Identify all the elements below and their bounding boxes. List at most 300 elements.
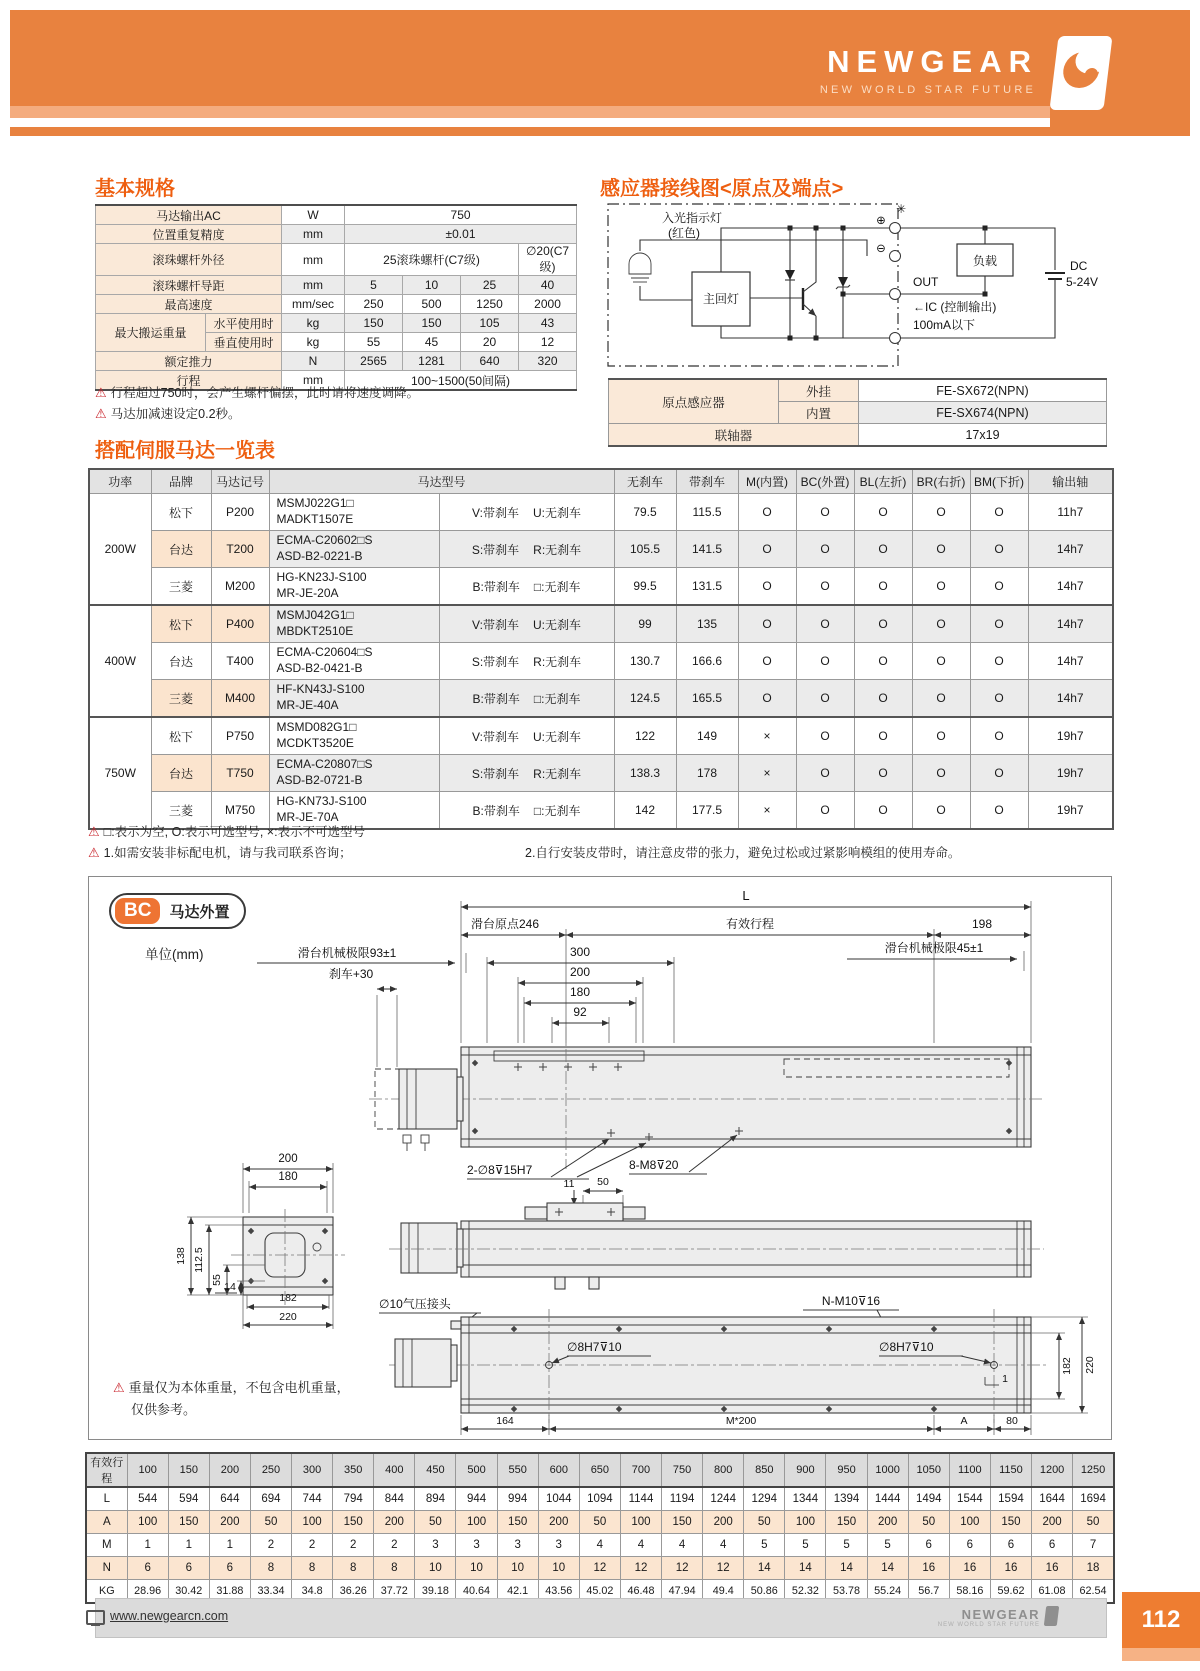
basic-specs-table bbox=[95, 204, 577, 391]
motor-model: HG-KN73J-S100 MR-JE-70A bbox=[269, 792, 439, 830]
stroke-cell: 45.02 bbox=[579, 1580, 620, 1604]
stroke-cell: 49.4 bbox=[703, 1580, 744, 1604]
weight-note-1: ⚠ 重量仅为本体重量，不包含电机重量， bbox=[113, 1380, 350, 1395]
spec-label: 滚珠螺杆外径 bbox=[96, 244, 282, 276]
motor-no-brake: 105.5 bbox=[614, 531, 676, 568]
motor-option-mark: O bbox=[796, 531, 854, 568]
stroke-cell: 994 bbox=[497, 1487, 538, 1511]
stroke-cell: 12 bbox=[579, 1557, 620, 1580]
motor-option-mark: O bbox=[854, 717, 912, 755]
warning-icon: ⚠ bbox=[95, 385, 107, 400]
stroke-cell: 10 bbox=[456, 1557, 497, 1580]
coupling-label: 联轴器 bbox=[609, 424, 859, 447]
dim-200: 200 bbox=[569, 965, 591, 979]
stroke-cell: 1 bbox=[209, 1534, 250, 1557]
stroke-cell: 42.1 bbox=[497, 1580, 538, 1604]
stroke-value-header: 550 bbox=[497, 1453, 538, 1487]
stroke-value-header: 150 bbox=[168, 1453, 209, 1487]
label-dc: DC bbox=[1070, 259, 1088, 273]
motor-option-mark: O bbox=[912, 494, 970, 531]
motor-option-mark: O bbox=[912, 605, 970, 643]
motor-option-mark: O bbox=[796, 755, 854, 792]
stroke-cell: 12 bbox=[703, 1557, 744, 1580]
sensor-row-label: 原点感应器 bbox=[609, 379, 779, 424]
warning-icon: ⚠ bbox=[88, 845, 100, 860]
dim-end-112-5: 112.5 bbox=[193, 1247, 205, 1273]
col-with-brake: 带刹车 bbox=[676, 469, 738, 494]
brand-tagline: NEW WORLD STAR FUTURE bbox=[819, 84, 1036, 96]
stroke-cell: 200 bbox=[374, 1511, 415, 1534]
stroke-cell: 594 bbox=[168, 1487, 209, 1511]
callout-air-fitting: ∅10气压接头 bbox=[379, 1297, 451, 1311]
spec-value: 40 bbox=[519, 276, 577, 295]
stroke-cell: 5 bbox=[867, 1534, 908, 1557]
motor-note-legend: ⚠ □:表示为空, O:表示可选型号, ×:表示不可选型号 bbox=[88, 824, 366, 839]
weight-note-2: 仅供参考。 bbox=[131, 1402, 197, 1417]
motor-option-mark: O bbox=[854, 643, 912, 680]
footer-brand-mark-icon bbox=[1044, 1606, 1059, 1626]
motor-option-mark: O bbox=[738, 494, 796, 531]
stroke-cell: 1644 bbox=[1032, 1487, 1073, 1511]
spec-label: 滚珠螺杆导距 bbox=[96, 276, 282, 295]
technical-drawing bbox=[89, 877, 1111, 1439]
sensor-wiring-diagram bbox=[600, 198, 1110, 374]
basic-specs-title: 基本规格 bbox=[95, 178, 175, 200]
stroke-cell: 100 bbox=[292, 1511, 333, 1534]
stroke-cell: 6 bbox=[1032, 1534, 1073, 1557]
dim-effective-stroke: 有效行程 bbox=[725, 917, 775, 931]
stroke-cell: 50 bbox=[908, 1511, 949, 1534]
spec-value: 2565 bbox=[345, 352, 403, 371]
motor-power: 400W bbox=[89, 605, 151, 717]
motor-option-mark: O bbox=[970, 680, 1028, 718]
stroke-cell: 744 bbox=[292, 1487, 333, 1511]
motor-option-mark: O bbox=[796, 680, 854, 718]
motor-option-mark: O bbox=[738, 568, 796, 606]
stroke-cell: 150 bbox=[662, 1511, 703, 1534]
motor-brake-codes: V:带刹车 U:无刹车 bbox=[439, 605, 614, 643]
dim-end-182: 182 bbox=[279, 1292, 297, 1304]
spec-value: 12 bbox=[519, 333, 577, 352]
col-m-built-in: M(内置) bbox=[738, 469, 796, 494]
motor-shaft: 19h7 bbox=[1028, 717, 1113, 755]
stroke-value-header: 100 bbox=[127, 1453, 168, 1487]
spec-value: 320 bbox=[519, 352, 577, 371]
stroke-cell: 14 bbox=[785, 1557, 826, 1580]
motor-option-mark: O bbox=[854, 605, 912, 643]
spec-unit: kg bbox=[282, 333, 345, 352]
stroke-value-header: 1150 bbox=[990, 1453, 1031, 1487]
label-main-circuit: 主回灯 bbox=[702, 292, 740, 306]
stroke-cell: 4 bbox=[703, 1534, 744, 1557]
col-model: 马达型号 bbox=[269, 469, 614, 494]
motor-option-mark: O bbox=[738, 531, 796, 568]
motor-with-brake: 166.6 bbox=[676, 643, 738, 680]
motor-option-mark: O bbox=[970, 717, 1028, 755]
motor-shaft: 11h7 bbox=[1028, 494, 1113, 531]
stroke-cell: 1294 bbox=[744, 1487, 785, 1511]
motor-model: ECMA-C20807□S ASD-B2-0721-B bbox=[269, 755, 439, 792]
dim-L: L bbox=[742, 888, 750, 903]
motor-no-brake: 79.5 bbox=[614, 494, 676, 531]
stroke-cell: 16 bbox=[949, 1557, 990, 1580]
motor-shaft: 14h7 bbox=[1028, 531, 1113, 568]
stroke-cell: 5 bbox=[744, 1534, 785, 1557]
motor-shaft: 14h7 bbox=[1028, 680, 1113, 718]
spec-value: 45 bbox=[403, 333, 461, 352]
dim-end-200: 200 bbox=[278, 1153, 298, 1165]
motor-shaft: 19h7 bbox=[1028, 755, 1113, 792]
stroke-cell: 944 bbox=[456, 1487, 497, 1511]
banner-stripe-light bbox=[10, 106, 1050, 118]
stroke-cell: 3 bbox=[415, 1534, 456, 1557]
stroke-cell: 12 bbox=[662, 1557, 703, 1580]
stroke-value-header: 1050 bbox=[908, 1453, 949, 1487]
label-indicator-color: (红色) bbox=[668, 226, 700, 240]
motor-option-mark: O bbox=[912, 717, 970, 755]
stroke-cell: 200 bbox=[209, 1511, 250, 1534]
stroke-cell: 3 bbox=[538, 1534, 579, 1557]
motor-brake-codes: B:带刹车 □:无刹车 bbox=[439, 568, 614, 606]
stroke-cell: 1344 bbox=[785, 1487, 826, 1511]
terminal-minus-symbol: ⊖ bbox=[876, 243, 886, 255]
terminal-star-symbol: ✳ bbox=[895, 202, 907, 216]
callout-dowel-holes: 2-∅8⊽15H7 bbox=[467, 1163, 533, 1177]
stroke-value-header: 350 bbox=[333, 1453, 374, 1487]
label-dc-voltage: 5-24V bbox=[1066, 275, 1099, 289]
motor-power: 750W bbox=[89, 717, 151, 829]
motor-option-mark: O bbox=[912, 568, 970, 606]
motor-option-mark: O bbox=[912, 643, 970, 680]
mount-type-badge bbox=[109, 893, 246, 929]
dim-164: 164 bbox=[496, 1415, 514, 1427]
stroke-cell: 2 bbox=[374, 1534, 415, 1557]
label-load: 负载 bbox=[972, 254, 998, 268]
stroke-value-header: 650 bbox=[579, 1453, 620, 1487]
motor-shaft: 19h7 bbox=[1028, 792, 1113, 830]
stroke-cell: 150 bbox=[826, 1511, 867, 1534]
callout-m8-holes: 8-M8⊽20 bbox=[629, 1158, 679, 1172]
motor-brake-codes: S:带刹车 R:无刹车 bbox=[439, 531, 614, 568]
stroke-cell: 8 bbox=[250, 1557, 291, 1580]
stroke-cell: 28.96 bbox=[127, 1580, 168, 1604]
motor-brand: 三菱 bbox=[151, 792, 211, 830]
motor-model: MSMJ042G1□ MBDKT2510E bbox=[269, 605, 439, 643]
motor-option-mark: O bbox=[854, 680, 912, 718]
stroke-cell: 16 bbox=[1032, 1557, 1073, 1580]
motor-option-mark: O bbox=[854, 755, 912, 792]
motor-with-brake: 177.5 bbox=[676, 792, 738, 830]
motor-option-mark: O bbox=[854, 494, 912, 531]
motor-brake-codes: V:带刹车 U:无刹车 bbox=[439, 494, 614, 531]
stroke-value-header: 800 bbox=[703, 1453, 744, 1487]
dim-bottom-182: 182 bbox=[1061, 1357, 1073, 1375]
stroke-cell: 47.94 bbox=[662, 1580, 703, 1604]
motor-no-brake: 138.3 bbox=[614, 755, 676, 792]
spec-unit: mm/sec bbox=[282, 295, 345, 314]
col-power: 功率 bbox=[89, 469, 151, 494]
motor-code: M750 bbox=[211, 792, 269, 830]
stroke-cell: 4 bbox=[662, 1534, 703, 1557]
stroke-value-header: 500 bbox=[456, 1453, 497, 1487]
spec-value: ±0.01 bbox=[345, 225, 577, 244]
stroke-cell: 7 bbox=[1073, 1534, 1114, 1557]
spec-sublabel: 水平使用时 bbox=[206, 314, 282, 333]
stroke-cell: 8 bbox=[333, 1557, 374, 1580]
dimension-drawing-panel bbox=[88, 876, 1112, 1440]
stroke-cell: 50 bbox=[250, 1511, 291, 1534]
stroke-cell: 6 bbox=[908, 1534, 949, 1557]
label-ma: 100mA以下 bbox=[913, 318, 976, 332]
motor-option-mark: O bbox=[796, 605, 854, 643]
stroke-cell: 150 bbox=[497, 1511, 538, 1534]
motor-brake-codes: B:带刹车 □:无刹车 bbox=[439, 680, 614, 718]
stroke-value-header: 750 bbox=[662, 1453, 703, 1487]
badge-code: BC bbox=[115, 898, 160, 924]
motor-table-title: 搭配伺服马达一览表 bbox=[95, 440, 275, 462]
motor-option-mark: O bbox=[912, 531, 970, 568]
stroke-cell: 200 bbox=[1032, 1511, 1073, 1534]
stroke-cell: 39.18 bbox=[415, 1580, 456, 1604]
stroke-cell: 6 bbox=[949, 1534, 990, 1557]
motor-code: P400 bbox=[211, 605, 269, 643]
stroke-cell: 14 bbox=[744, 1557, 785, 1580]
stroke-value-header: 200 bbox=[209, 1453, 250, 1487]
stroke-cell: 200 bbox=[538, 1511, 579, 1534]
stroke-cell: 100 bbox=[127, 1511, 168, 1534]
spec-unit: mm bbox=[282, 276, 345, 295]
motor-option-mark: O bbox=[912, 680, 970, 718]
stroke-cell: 34.8 bbox=[292, 1580, 333, 1604]
warning-icon: ⚠ bbox=[95, 406, 107, 421]
motor-option-mark: O bbox=[970, 568, 1028, 606]
stroke-value-header: 600 bbox=[538, 1453, 579, 1487]
stroke-cell: 8 bbox=[292, 1557, 333, 1580]
sensor-model-value: FE-SX674(NPN) bbox=[859, 402, 1107, 424]
stroke-cell: 150 bbox=[333, 1511, 374, 1534]
motor-option-mark: × bbox=[738, 755, 796, 792]
motor-option-mark: O bbox=[796, 717, 854, 755]
sensor-model-value: FE-SX672(NPN) bbox=[859, 379, 1107, 402]
stroke-header: 有效行程 bbox=[86, 1453, 127, 1487]
dim-198: 198 bbox=[971, 917, 993, 931]
motor-option-mark: O bbox=[970, 643, 1028, 680]
motor-model: MSMD082G1□ MCDKT3520E bbox=[269, 717, 439, 755]
stroke-cell: 12 bbox=[620, 1557, 661, 1580]
label-out: OUT bbox=[913, 275, 939, 289]
stroke-cell: 50 bbox=[579, 1511, 620, 1534]
motor-shaft: 14h7 bbox=[1028, 643, 1113, 680]
stroke-cell: 1044 bbox=[538, 1487, 579, 1511]
stroke-cell: 150 bbox=[168, 1511, 209, 1534]
motor-option-mark: × bbox=[738, 792, 796, 830]
motor-model: ECMA-C20604□S ASD-B2-0421-B bbox=[269, 643, 439, 680]
motor-code: T400 bbox=[211, 643, 269, 680]
stroke-cell: 10 bbox=[538, 1557, 579, 1580]
unit-label: 单位(mm) bbox=[145, 947, 204, 962]
stroke-cell: 5 bbox=[826, 1534, 867, 1557]
stroke-cell: 1244 bbox=[703, 1487, 744, 1511]
spec-value: 55 bbox=[345, 333, 403, 352]
stroke-cell: 2 bbox=[333, 1534, 374, 1557]
spec-value: 750 bbox=[345, 205, 577, 225]
page-number-badge: 112 bbox=[1122, 1592, 1200, 1648]
stroke-cell: 844 bbox=[374, 1487, 415, 1511]
spec-value: 150 bbox=[403, 314, 461, 333]
stroke-cell: 56.7 bbox=[908, 1580, 949, 1604]
stroke-cell: 1594 bbox=[990, 1487, 1031, 1511]
stroke-cell: 55.24 bbox=[867, 1580, 908, 1604]
stroke-value-header: 250 bbox=[250, 1453, 291, 1487]
stroke-value-header: 850 bbox=[744, 1453, 785, 1487]
footer-bar bbox=[95, 1598, 1107, 1638]
spec-unit: N bbox=[282, 352, 345, 371]
stroke-row-label: L bbox=[86, 1487, 127, 1511]
motor-option-mark: O bbox=[970, 755, 1028, 792]
dim-m200: M*200 bbox=[725, 1415, 757, 1427]
brand-logo-text: NEWGEAR bbox=[827, 44, 1038, 79]
stroke-cell: 1694 bbox=[1073, 1487, 1114, 1511]
stroke-cell: 30.42 bbox=[168, 1580, 209, 1604]
motor-code: M200 bbox=[211, 568, 269, 606]
spec-unit: mm bbox=[282, 225, 345, 244]
coupling-value: 17x19 bbox=[859, 424, 1107, 447]
col-code: 马达记号 bbox=[211, 469, 269, 494]
stroke-cell: 59.62 bbox=[990, 1580, 1031, 1604]
motor-option-mark: O bbox=[738, 680, 796, 718]
motor-brand: 台达 bbox=[151, 531, 211, 568]
stroke-cell: 61.08 bbox=[1032, 1580, 1073, 1604]
label-indicator: 入光指示灯 bbox=[661, 211, 723, 225]
stroke-cell: 1444 bbox=[867, 1487, 908, 1511]
callout-hole-8h7-left: ∅8H7⊽10 bbox=[567, 1340, 622, 1354]
sensor-diagram-title: 感应器接线图<原点及端点> bbox=[600, 178, 844, 200]
stroke-cell: 4 bbox=[620, 1534, 661, 1557]
motor-option-mark: O bbox=[854, 568, 912, 606]
brand-mark-icon bbox=[1049, 36, 1112, 110]
warning-icon: ⚠ bbox=[88, 824, 100, 839]
stroke-row-label: A bbox=[86, 1511, 127, 1534]
stroke-value-header: 900 bbox=[785, 1453, 826, 1487]
stroke-row-label: N bbox=[86, 1557, 127, 1580]
stroke-cell: 1194 bbox=[662, 1487, 703, 1511]
dim-limit-left: 滑台机械极限93±1 bbox=[297, 946, 397, 960]
stroke-cell: 1394 bbox=[826, 1487, 867, 1511]
stroke-cell: 694 bbox=[250, 1487, 291, 1511]
stroke-cell: 100 bbox=[785, 1511, 826, 1534]
stroke-cell: 200 bbox=[867, 1511, 908, 1534]
terminal-plus-symbol: ⊕ bbox=[876, 215, 886, 227]
stroke-cell: 50.86 bbox=[744, 1580, 785, 1604]
stroke-cell: 1144 bbox=[620, 1487, 661, 1511]
dim-50: 50 bbox=[597, 1176, 609, 1188]
stroke-cell: 37.72 bbox=[374, 1580, 415, 1604]
stroke-cell: 100 bbox=[620, 1511, 661, 1534]
stroke-cell: 544 bbox=[127, 1487, 168, 1511]
warning-icon: ⚠ bbox=[113, 1380, 125, 1395]
stroke-cell: 644 bbox=[209, 1487, 250, 1511]
stroke-cell: 8 bbox=[374, 1557, 415, 1580]
motor-model: ECMA-C20602□S ASD-B2-0221-B bbox=[269, 531, 439, 568]
motor-option-mark: O bbox=[796, 792, 854, 830]
servo-motor-table bbox=[88, 468, 1114, 830]
spec-value: 150 bbox=[345, 314, 403, 333]
motor-option-mark: O bbox=[854, 792, 912, 830]
stroke-cell: 100 bbox=[456, 1511, 497, 1534]
stroke-cell: 1544 bbox=[949, 1487, 990, 1511]
motor-model: HG-KN23J-S100 MR-JE-20A bbox=[269, 568, 439, 606]
sensor-sub-label: 内置 bbox=[779, 402, 859, 424]
spec-label: 最高速度 bbox=[96, 295, 282, 314]
spec-label: 行程 bbox=[96, 371, 282, 391]
stroke-cell: 2 bbox=[292, 1534, 333, 1557]
dim-1: 1 bbox=[1002, 1373, 1008, 1385]
stroke-cell: 52.32 bbox=[785, 1580, 826, 1604]
stroke-value-header: 700 bbox=[620, 1453, 661, 1487]
motor-option-mark: O bbox=[738, 643, 796, 680]
motor-no-brake: 122 bbox=[614, 717, 676, 755]
stroke-cell: 3 bbox=[497, 1534, 538, 1557]
monitor-icon bbox=[86, 1610, 105, 1625]
motor-brand: 三菱 bbox=[151, 568, 211, 606]
badge-label: 马达外置 bbox=[169, 903, 230, 921]
stroke-cell: 6 bbox=[168, 1557, 209, 1580]
stroke-cell: 43.56 bbox=[538, 1580, 579, 1604]
col-bl-left: BL(左折) bbox=[854, 469, 912, 494]
stroke-cell: 50 bbox=[744, 1511, 785, 1534]
motor-option-mark: O bbox=[854, 531, 912, 568]
stroke-cell: 40.64 bbox=[456, 1580, 497, 1604]
stroke-value-header: 1250 bbox=[1073, 1453, 1114, 1487]
stroke-cell: 6 bbox=[127, 1557, 168, 1580]
col-no-brake: 无刹车 bbox=[614, 469, 676, 494]
dim-end-220: 220 bbox=[279, 1311, 297, 1323]
spec-label: 额定推力 bbox=[96, 352, 282, 371]
stroke-cell: 5 bbox=[785, 1534, 826, 1557]
motor-brand: 台达 bbox=[151, 755, 211, 792]
stroke-cell: 100 bbox=[949, 1511, 990, 1534]
motor-with-brake: 115.5 bbox=[676, 494, 738, 531]
motor-option-mark: O bbox=[796, 494, 854, 531]
motor-shaft: 14h7 bbox=[1028, 568, 1113, 606]
page-number-shadow bbox=[1122, 1648, 1200, 1661]
spec-note-1: ⚠ 行程超过750时，会产生螺杆偏摆，此时请将速度调降。 bbox=[95, 385, 420, 400]
website-link[interactable]: www.newgearcn.com bbox=[110, 1609, 228, 1623]
stroke-cell: 36.26 bbox=[333, 1580, 374, 1604]
motor-with-brake: 165.5 bbox=[676, 680, 738, 718]
stroke-value-header: 1200 bbox=[1032, 1453, 1073, 1487]
stroke-cell: 1494 bbox=[908, 1487, 949, 1511]
spec-value: 1250 bbox=[461, 295, 519, 314]
stroke-value-header: 450 bbox=[415, 1453, 456, 1487]
dim-slider-origin: 滑台原点246 bbox=[470, 917, 540, 931]
stroke-value-header: 1100 bbox=[949, 1453, 990, 1487]
stroke-value-header: 1000 bbox=[867, 1453, 908, 1487]
stroke-cell: 1094 bbox=[579, 1487, 620, 1511]
stroke-cell: 16 bbox=[990, 1557, 1031, 1580]
stroke-row-label: M bbox=[86, 1534, 127, 1557]
spec-label: 位置重复精度 bbox=[96, 225, 282, 244]
motor-option-mark: O bbox=[912, 755, 970, 792]
motor-code: P750 bbox=[211, 717, 269, 755]
sensor-sub-label: 外挂 bbox=[779, 379, 859, 402]
dim-80: 80 bbox=[1006, 1415, 1018, 1427]
spec-value: 250 bbox=[345, 295, 403, 314]
dim-A: A bbox=[960, 1415, 968, 1427]
spec-value: 105 bbox=[461, 314, 519, 333]
stroke-cell: 46.48 bbox=[620, 1580, 661, 1604]
motor-no-brake: 99 bbox=[614, 605, 676, 643]
